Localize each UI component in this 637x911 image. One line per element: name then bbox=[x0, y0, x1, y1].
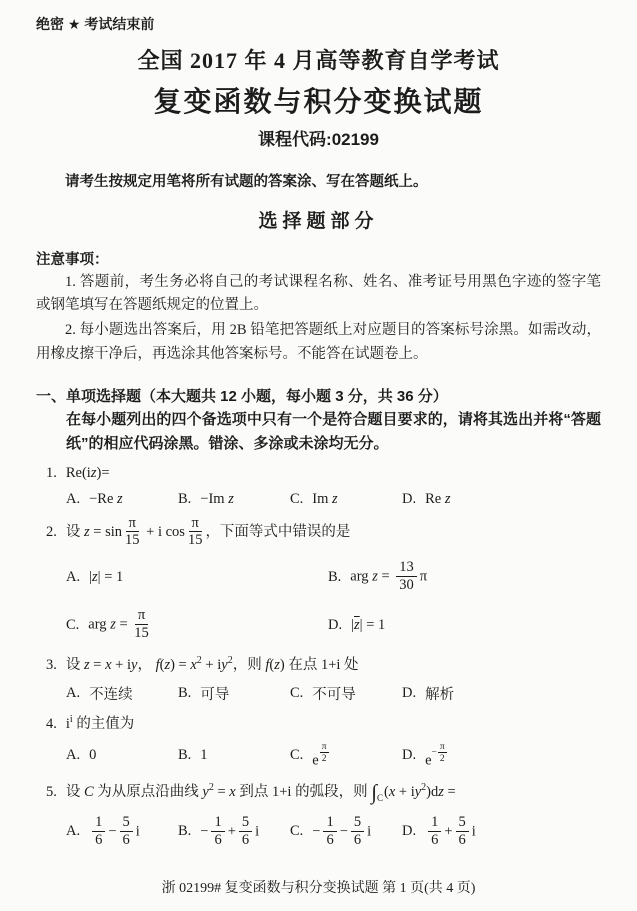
option-label: B. bbox=[178, 746, 192, 763]
question-3-options bbox=[36, 683, 601, 704]
question-3-option-c bbox=[290, 683, 402, 704]
question-4-option-d bbox=[402, 742, 448, 770]
question-number: 3. bbox=[46, 657, 57, 674]
paper-title: 复变函数与积分变换试题 bbox=[153, 86, 484, 117]
option-value: 可导 bbox=[200, 686, 230, 703]
question-3-option-b bbox=[178, 683, 290, 704]
classification-banner: 绝密 ★ 考试结束前 bbox=[36, 16, 155, 32]
option-value: 解析 bbox=[425, 686, 455, 703]
question-5-option-b bbox=[178, 815, 290, 849]
question-text: $i^i$ 的主值为 bbox=[65, 713, 135, 732]
option-label: A. bbox=[66, 684, 81, 701]
answer-sheet-instruction: 请考生按规定用笔将所有试题的答案涂、写在答题纸上。 bbox=[65, 174, 428, 190]
option-label: A. bbox=[66, 823, 81, 840]
question-2-option-c bbox=[66, 605, 328, 645]
option-label: A. bbox=[66, 490, 81, 507]
option-value: Im z bbox=[312, 490, 338, 507]
option-value: 0 bbox=[89, 746, 97, 763]
option-value: arg z = $\frac{13}{30}$ π bbox=[350, 559, 428, 594]
option-label: B. bbox=[178, 490, 192, 507]
question-3-option-a bbox=[66, 683, 178, 704]
option-label: D. bbox=[402, 490, 417, 507]
question-number: 2. bbox=[46, 523, 57, 540]
option-label: D. bbox=[328, 616, 343, 633]
section-title: 选择题部分 bbox=[258, 211, 379, 232]
question-text: 设 z = sin $\frac{\pi}{15}$ + i cos $\frac{\pi}{15}$ ，下面等式中错误的是 bbox=[65, 514, 351, 549]
question-5-option-d bbox=[402, 815, 476, 849]
option-label: A. bbox=[66, 746, 81, 763]
question-4-option-c bbox=[290, 742, 402, 770]
option-label: D. bbox=[402, 746, 417, 763]
question-1-option-b bbox=[178, 491, 290, 508]
option-label: B. bbox=[178, 823, 192, 840]
question-3-option-d bbox=[402, 683, 454, 704]
option-value: 1 bbox=[200, 746, 208, 763]
question-3 bbox=[36, 653, 601, 704]
question-2-option-a bbox=[66, 557, 328, 597]
question-2-option-d bbox=[328, 605, 601, 645]
option-value: − $\frac{1}{6}$ − $\frac{5}{6}$ i bbox=[312, 813, 372, 848]
note-item-1: 1. 答题前，考生务必将自己的考试课程名称、姓名、准考证号用黑色字迹的签字笔或钢笔填写在答题纸规定的位置上。 bbox=[36, 274, 601, 314]
question-2-option-b bbox=[328, 557, 601, 597]
question-5-option-c bbox=[290, 815, 402, 849]
option-label: C. bbox=[290, 746, 304, 763]
option-value: 不可导 bbox=[312, 686, 356, 703]
option-value: $\frac{1}{6}$ + $\frac{5}{6}$ i bbox=[425, 815, 476, 849]
question-number: 1. bbox=[46, 464, 57, 481]
question-5-options bbox=[36, 815, 601, 849]
option-value: Re z bbox=[425, 490, 451, 507]
question-4-options bbox=[36, 742, 601, 770]
question-4-option-a bbox=[66, 747, 178, 764]
question-1-options bbox=[36, 491, 601, 508]
note-item-2: 2. 每小题选出答案后，用 2B 铅笔把答题纸上对应题目的答案标号涂黑。如需改动，用橡皮擦干净后，再选涂其他答案标号。不能答在试题卷上。 bbox=[36, 322, 601, 362]
option-value: − $\frac{1}{6}$ + $\frac{5}{6}$ i bbox=[200, 813, 260, 848]
option-value: $e^{- \frac{\pi}{2}}$ bbox=[425, 741, 445, 769]
option-label: D. bbox=[402, 684, 417, 701]
option-label: C. bbox=[290, 684, 304, 701]
question-text: 设 C 为从原点沿曲线 $y^2 = x$ 到点 1+i 的弧段，则 $\int_C(x + iy^2)dz$ = bbox=[65, 780, 456, 805]
question-1 bbox=[36, 463, 601, 508]
question-2-options bbox=[36, 557, 601, 645]
notes-heading: 注意事项： bbox=[36, 252, 109, 268]
question-5-option-a bbox=[66, 815, 178, 849]
question-1-option-d bbox=[402, 491, 451, 508]
question-text: Re(iz)= bbox=[65, 464, 110, 481]
option-value: $\frac{1}{6}$ − $\frac{5}{6}$ i bbox=[89, 815, 140, 849]
question-2 bbox=[36, 516, 601, 646]
question-text: 设 z = x + iy， $f(z) = x^2 + iy^2$，则 f(z) 在点 1+i 处 bbox=[65, 655, 359, 674]
option-value: arg z = $\frac{\pi}{15}$ bbox=[88, 607, 149, 642]
option-label: C. bbox=[66, 616, 80, 633]
exam-session-title: 全国 2017 年 4 月高等教育自学考试 bbox=[137, 48, 500, 73]
question-5-stem bbox=[36, 777, 601, 809]
part-one-instructions: 在每小题列出的四个备选项中只有一个是符合题目要求的，请将其选出并将“答题纸”的相应代码涂黑。错涂、多涂或未涂均无分。 bbox=[66, 411, 601, 452]
page-footer: 浙 02199# 复变函数与积分变换试题 第 1 页(共 4 页) bbox=[161, 881, 476, 896]
option-label: B. bbox=[328, 568, 342, 585]
question-1-stem bbox=[36, 463, 601, 485]
option-label: B. bbox=[178, 684, 192, 701]
question-4-option-b bbox=[178, 747, 290, 764]
question-4 bbox=[36, 712, 601, 769]
part-one-heading: 一、单项选择题（本大题共 12 小题，每小题 3 分，共 36 分） bbox=[36, 387, 448, 405]
option-value: |z| = 1 bbox=[89, 568, 124, 585]
option-label: C. bbox=[290, 490, 304, 507]
course-code: 课程代码:02199 bbox=[258, 130, 379, 149]
question-number: 4. bbox=[46, 715, 57, 732]
option-value: e $^{\frac{\pi}{2}}$ bbox=[312, 741, 327, 769]
option-label: D. bbox=[402, 823, 417, 840]
option-value: 不连续 bbox=[89, 686, 133, 703]
option-label: A. bbox=[66, 568, 81, 585]
question-5 bbox=[36, 777, 601, 848]
question-3-stem bbox=[36, 653, 601, 677]
question-2-stem bbox=[36, 516, 601, 550]
question-1-option-a bbox=[66, 491, 178, 508]
question-1-option-c bbox=[290, 491, 402, 508]
question-number: 5. bbox=[46, 784, 57, 801]
option-value: −Im z bbox=[200, 490, 234, 507]
question-4-stem bbox=[36, 712, 601, 736]
option-value: −Re z bbox=[89, 490, 123, 507]
option-value: $|\overline{z}| = 1$ bbox=[351, 616, 386, 633]
option-label: C. bbox=[290, 823, 304, 840]
